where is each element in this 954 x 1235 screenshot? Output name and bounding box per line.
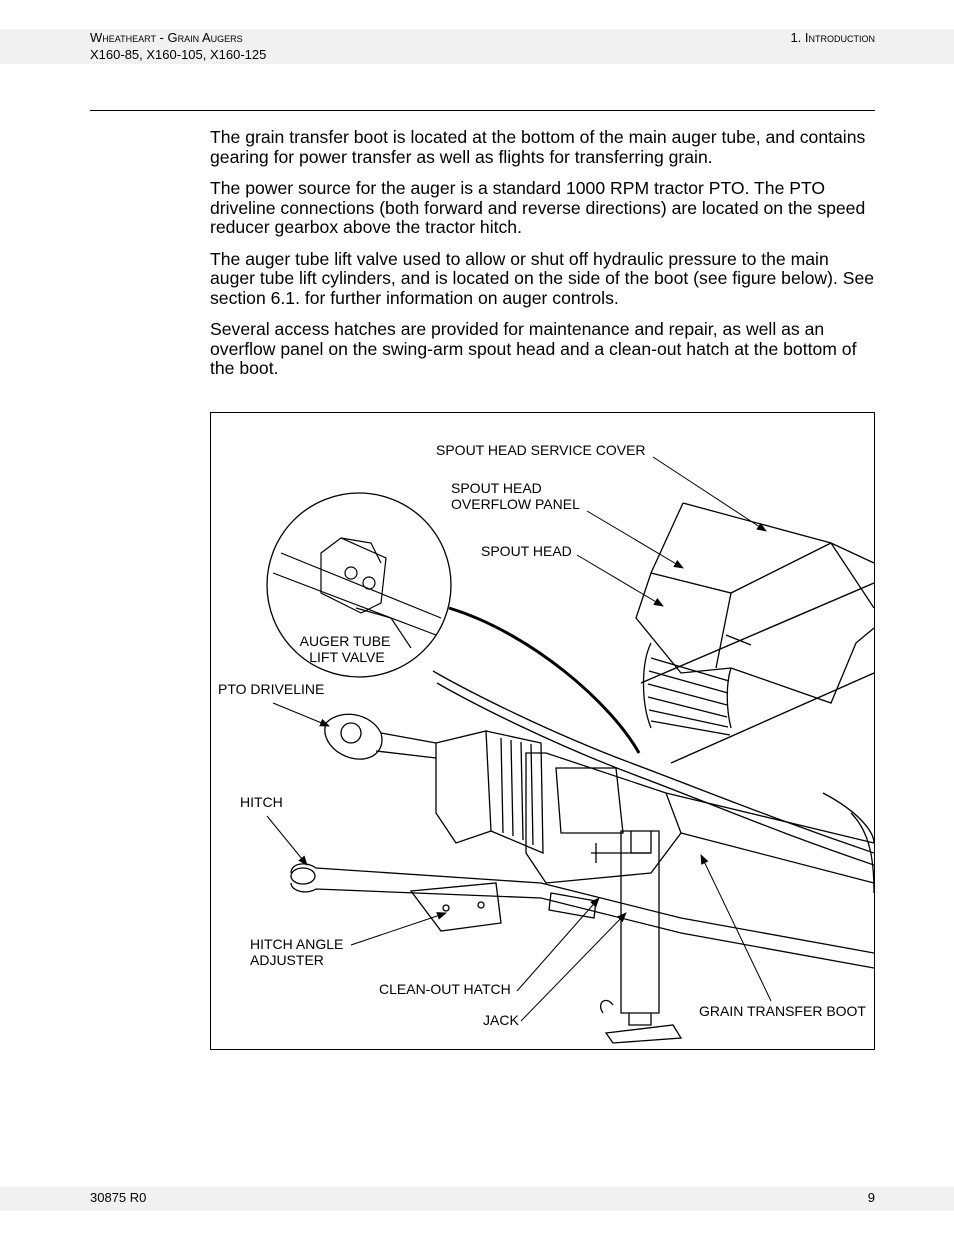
label-grain-transfer-boot: GRAIN TRANSFER BOOT — [699, 1003, 866, 1019]
paragraph: The grain transfer boot is located at the bottom of the main auger tube, and contains gearing for power transfer as well as flights for transferring grain. — [210, 127, 866, 167]
label-hitch-angle-2: ADJUSTER — [250, 952, 324, 968]
label-hitch-angle-1: HITCH ANGLE — [250, 936, 344, 952]
header-product: Wheatheart - Grain Augers — [90, 30, 243, 45]
paragraph: The auger tube lift valve used to allow or shut off hydraulic pressure to the main auger tube lift cylinders, and is located on the side of the boot (see figure below). See section 6.1. for further information on auger controls. — [210, 248, 875, 308]
auger-figure — [210, 412, 875, 1050]
body-text — [210, 128, 876, 391]
grain-transfer-boot — [526, 753, 874, 893]
label-lift-valve-2: LIFT VALVE — [309, 649, 385, 665]
label-pto-driveline: PTO DRIVELINE — [218, 681, 325, 697]
paragraph: Several access hatches are provided for maintenance and repair, as well as an overflow panel on the swing-arm spout head and a clean-out hatch at the bottom of the boot. — [210, 319, 857, 378]
label-clean-out-hatch: CLEAN-OUT HATCH — [379, 981, 511, 997]
label-lift-valve-1: AUGER TUBE — [299, 633, 391, 649]
label-spout-head: SPOUT HEAD — [481, 543, 572, 559]
auger-illustration — [211, 413, 874, 1049]
gearbox — [436, 731, 543, 853]
label-jack: JACK — [483, 1012, 519, 1028]
spout-head-box — [636, 503, 874, 703]
jack — [591, 831, 681, 1043]
footer-page-number: 9 — [867, 1190, 875, 1205]
label-hitch: HITCH — [240, 794, 283, 810]
label-spout-head-overflow-2: OVERFLOW PANEL — [451, 496, 580, 512]
header-rule — [90, 110, 875, 111]
label-spout-head-service-cover: SPOUT HEAD SERVICE COVER — [436, 442, 646, 458]
footer-doc-number: 30875 R0 — [90, 1190, 147, 1205]
paragraph: The power source for the auger is a standard 1000 RPM tractor PTO. The PTO driveline connections (both forward and reverse directions) are located on the speed reducer gearbox above the tractor hitch. — [210, 178, 866, 237]
header-title — [90, 29, 266, 63]
label-spout-head-overflow-1: SPOUT HEAD — [451, 480, 542, 496]
header-models: X160-85, X160-105, X160-125 — [90, 47, 267, 62]
header-section: 1. Introduction — [790, 30, 875, 45]
pto-driveline — [325, 714, 436, 759]
